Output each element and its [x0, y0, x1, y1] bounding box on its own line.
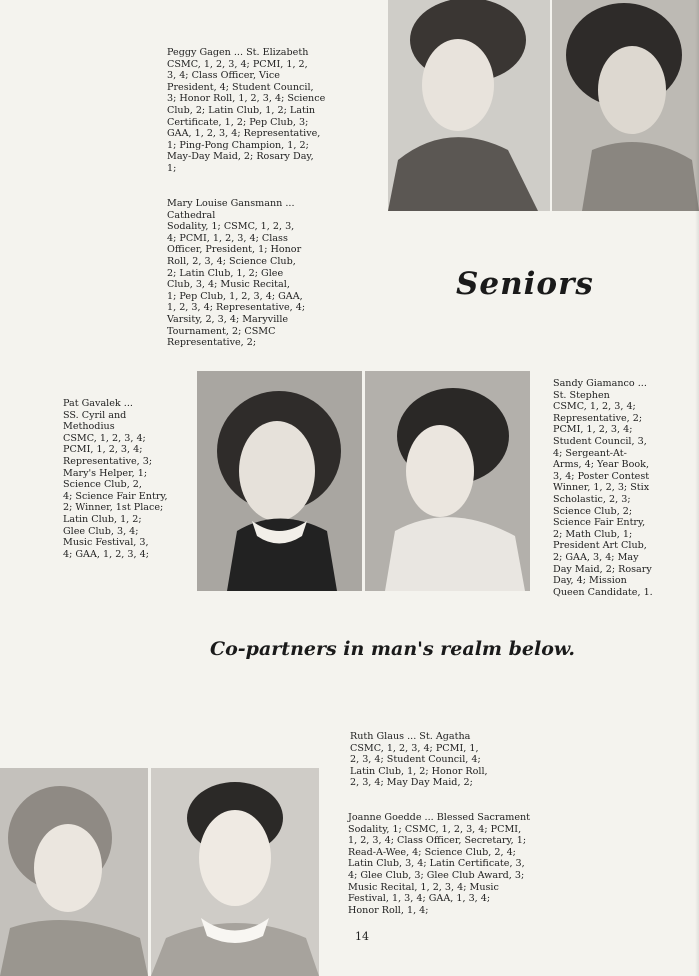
portrait-image [151, 768, 319, 976]
bio-line: CSMC, 1, 2, 3, 4; PCMI, 1, 2, [167, 58, 308, 70]
bio-line: Science Club, 2, [63, 479, 142, 491]
bio-line: President Art Club, [553, 540, 647, 552]
bio-line: PCMI, 1, 2, 3, 4; [63, 444, 143, 456]
bio-line: Mary Louise Gansmann ... [167, 198, 295, 209]
bio-line: 2; Latin Club, 1, 2; Glee [167, 267, 284, 279]
bio-line: CSMC, 1, 2, 3, 4; [63, 432, 146, 444]
bio-line: Varsity, 2, 3, 4; Maryville [167, 313, 289, 325]
bio-line: SS. Cyril and [63, 409, 127, 421]
bio-line: Arms, 4; Year Book, [553, 459, 650, 471]
bio-line: Science Club, 2; [553, 505, 633, 517]
bio-line: Music Festival, 3, [63, 537, 149, 549]
bio-joanne-goedde [348, 812, 530, 916]
bio-line: 1; Pep Club, 1, 2, 3, 4; GAA, [167, 290, 303, 302]
bio-line: 2; GAA, 3, 4; May [553, 551, 639, 563]
bio-sandy-giamanco [553, 378, 653, 598]
bio-peggy-gagen [167, 47, 325, 175]
portrait-photo-ruth [0, 768, 148, 976]
bio-line: Latin Club, 1, 2; [63, 513, 142, 525]
section-heading-seniors: Seniors [456, 266, 594, 302]
bio-line: Methodius [63, 421, 115, 433]
bio-line: Representative, 3; [63, 455, 153, 467]
bio-line: Officer, President, 1; Honor [167, 244, 302, 256]
bio-line: Ruth Glaus ... St. Agatha [350, 731, 471, 742]
bio-ruth-glaus [350, 731, 488, 789]
bio-line: 3, 4; Class Officer, Vice [167, 70, 280, 82]
bio-pat-gavalek [63, 398, 168, 560]
bio-line: Student Council, 3, [553, 435, 647, 447]
portrait-photo-joanne [151, 768, 319, 976]
bio-line: 2; Winner, 1st Place; [63, 502, 164, 514]
portrait-image [365, 371, 530, 591]
bio-line: 4; PCMI, 1, 2, 3, 4; Class [167, 232, 288, 244]
portrait-image [0, 768, 148, 976]
bio-line: Club, 3, 4; Music Recital, [167, 279, 290, 291]
bio-line: Winner, 1, 2, 3; Stix [553, 482, 650, 494]
bio-line: 3; Honor Roll, 1, 2, 3, 4; Science [167, 93, 326, 105]
bio-line: 2, 3, 4; May Day Maid, 2; [350, 777, 473, 789]
page-number: 14 [355, 930, 369, 943]
page-edge-shadow [695, 0, 699, 976]
bio-line: Pat Gavalek ... [63, 398, 133, 409]
page-caption: Co-partners in man's realm below. [210, 638, 575, 660]
bio-line: Honor Roll, 1, 4; [348, 904, 429, 916]
bio-line: 1, 2, 3, 4; Representative, 4; [167, 302, 306, 314]
bio-line: Mary's Helper, 1; [63, 467, 148, 479]
bio-line: St. Stephen [553, 389, 610, 401]
bio-line: Day, 4; Mission [553, 575, 627, 587]
bio-line: President, 4; Student Council, [167, 81, 314, 93]
bio-line: Glee Club, 3, 4; [63, 525, 139, 537]
bio-line: CSMC, 1, 2, 3, 4; PCMI, 1, [350, 742, 479, 754]
bio-line: 2, 3, 4; Student Council, 4; [350, 754, 481, 766]
bio-line: Tournament, 2; CSMC [167, 325, 276, 337]
bio-line: Scholastic, 2, 3; [553, 493, 631, 505]
bio-line: Cathedral [167, 209, 216, 221]
bio-line: Peggy Gagen ... St. Elizabeth [167, 47, 309, 58]
bio-line: 1; [167, 162, 177, 174]
portrait-image [552, 0, 699, 211]
bio-line: Representative, 2; [167, 337, 257, 349]
portrait-photo-mary [552, 0, 699, 211]
bio-line: Club, 2; Latin Club, 1, 2; Latin [167, 104, 316, 116]
bio-mary-gansmann [167, 198, 305, 349]
bio-line: GAA, 1, 2, 3, 4; Representative, [167, 128, 321, 140]
bio-line: PCMI, 1, 2, 3, 4; [553, 424, 633, 436]
bio-line: 1, 2, 3, 4; Class Officer, Secretary, 1; [348, 835, 527, 847]
bio-line: CSMC, 1, 2, 3, 4; [553, 401, 636, 413]
bio-line: Sandy Giamanco ... [553, 378, 647, 389]
bio-line: Day Maid, 2; Rosary [553, 563, 652, 575]
portrait-photo-sandy [365, 371, 530, 591]
bio-line: Roll, 2, 3, 4; Science Club, [167, 255, 296, 267]
bio-line: Queen Candidate, 1. [553, 586, 653, 598]
bio-line: Music Recital, 1, 2, 3, 4; Music [348, 881, 499, 893]
bio-line: Joanne Goedde ... Blessed Sacrament [348, 812, 531, 823]
bio-line: Festival, 1, 3, 4; GAA, 1, 3, 4; [348, 893, 491, 905]
bio-line: Science Fair Entry, [553, 517, 646, 529]
bio-line: Sodality, 1; CSMC, 1, 2, 3, 4; PCMI, [348, 823, 522, 835]
portrait-photo-pat [197, 371, 362, 591]
bio-line: Certificate, 1, 2; Pep Club, 3; [167, 116, 309, 128]
bio-line: 4; Sergeant-At- [553, 447, 627, 459]
bio-line: 1; Ping-Pong Champion, 1, 2; [167, 139, 309, 151]
portrait-photo-peggy [388, 0, 550, 211]
bio-line: 4; GAA, 1, 2, 3, 4; [63, 548, 149, 560]
portrait-image [197, 371, 362, 591]
portrait-image [388, 0, 550, 211]
bio-line: 3, 4; Poster Contest [553, 470, 650, 482]
bio-line: Latin Club, 3, 4; Latin Certificate, 3, [348, 858, 525, 870]
bio-line: Latin Club, 1, 2; Honor Roll, [350, 765, 488, 777]
bio-line: 4; Science Fair Entry, [63, 490, 168, 502]
bio-line: 2; Math Club, 1; [553, 528, 633, 540]
bio-line: Representative, 2; [553, 412, 643, 424]
bio-line: May-Day Maid, 2; Rosary Day, [167, 151, 314, 163]
bio-line: Sodality, 1; CSMC, 1, 2, 3, [167, 221, 295, 233]
bio-line: 4; Glee Club, 3; Glee Club Award, 3; [348, 869, 525, 881]
bio-line: Read-A-Wee, 4; Science Club, 2, 4; [348, 846, 516, 858]
